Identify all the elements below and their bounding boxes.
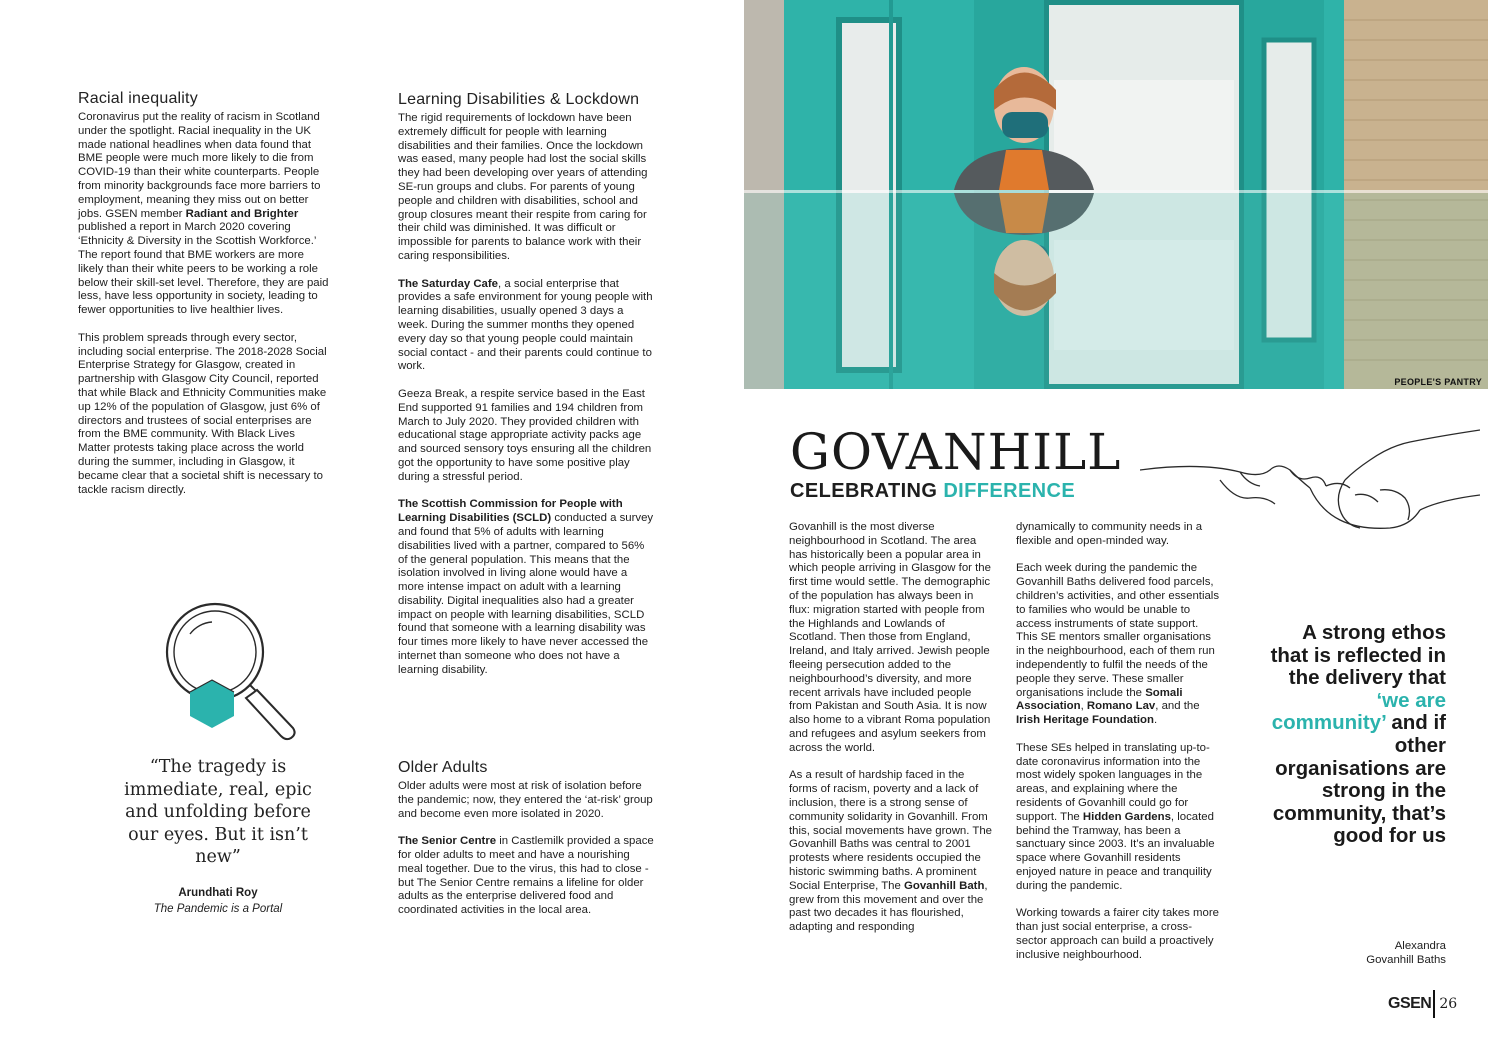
govanhill-column-2 [1016,521,1221,976]
govanhill-subtitle: CELEBRATING DIFFERENCE [790,480,1076,502]
learning-paragraph-3: Geeza Break, a respite service based in the East End supported 91 families and 194 children from March to July 2020. They provided children with educational stage appropriate activity packs age and sourced sensory toys ensuring all the children got the opportunity to have some positive play during a stressful period. [398,387,652,483]
pull-quote-attribution [1300,939,1446,967]
older-paragraph-2: The Senior Centre in Castlemilk provided a space for older adults to meet and have a nourishing meal together. Due to the virus, this had to close - but The Senior Centre remains a lifeline for older adults as the enterprise delivered food and coordinated activities in the local area. [398,835,654,917]
racial-inequality-section [78,90,330,511]
govanhill-paragraph-5: These SEs helped in translating up-to-date coronavirus information into the most widely spoken languages in the areas, and explaining where the residents of Govanhill could go for support. The Hidden Gardens, located behind the Tramway, has been a sanctuary since 2003. It’s an invaluable space where Govanhill residents enjoyed nature in peace and tranquility during the pandemic. [1016,741,1215,892]
quote-author: Arundhati Roy [178,886,258,899]
gsen-logo: GSEN [1388,995,1432,1012]
learning-paragraph-4: The Scottish Commission for People with Learning Disabilities (SCLD) conducted a survey and found that 5% of adults with learning disabilities lived with a partner, compared to 56% of the general population. This means that the isolation involved in living alone would have a more intense impact on adult with a learning disability. Digital inequalities also had a greater impact on people with learning disabilities, SCLD found that someone with a learning disability was four times more likely to have never accessed the internet than someone who does not have a learning disability. [398,498,654,676]
learning-disabilities-heading: Learning Disabilities & Lockdown [398,91,640,108]
racial-inequality-heading: Racial inequality [78,90,198,107]
pull-quote: A strong ethos that is reflected in the delivery that ‘we are community’ and if other organisations are strong in the community, that’s good for us [1270,621,1446,848]
govanhill-column-1 [789,521,994,949]
racial-inequality-paragraph-1: Coronavirus put the reality of racism in Scotland under the spotlight. Racial inequality in the UK made national headlines when data found that BME people were much more likely to die from COVID-19 than their white counterparts. People from minority backgrounds face more barriers to employment, meaning they miss out on better jobs. GSEN member Radiant and Brighter published a report in March 2020 covering ‘Ethnicity & Diversity in the Scottish Workforce.’ The report found that BME workers are more likely than their white peers to be working a role below their skill-set level. Therefore, they are paid less, have less opportunity in society, leading to fewer opportunities to live healthier lives. [78,111,329,317]
footer-divider [1433,990,1435,1018]
magnifying-glass-icon [160,600,305,750]
pull-quote-organisation: Govanhill Baths [1366,954,1446,966]
roy-quote [118,756,318,915]
storefront-illustration [744,0,1488,389]
learning-disabilities-section [398,91,656,691]
photo-caption: PEOPLE'S PANTRY [1394,377,1482,387]
peoples-pantry-photo [744,0,1488,389]
older-adults-heading: Older Adults [398,759,488,776]
govanhill-paragraph-3: dynamically to community needs in a flexible and open-minded way. [1016,521,1203,547]
learning-paragraph-2: The Saturday Cafe, a social enterprise that provides a safe environment for young people with learning disabilities, usually opened 3 days a week. During the summer months they opened every day so that young people could maintain social contact - and their parents could continue to work. [398,277,653,373]
page-number: 26 [1439,996,1458,1012]
pull-quote-author: Alexandra [1394,940,1446,952]
racial-inequality-paragraph-2: This problem spreads through every sector, including social enterprise. The 2018-2028 Social Enterprise Strategy for Glasgow, created in partnership with Glasgow City Council, reported that while Black and Ethnicity Communities make up 12% of the population of Glasgow, just 6% of directors and trustees of social enterprises are from the BME community. With Black Lives Matter protests taking place across the world during the summer, including in Glasgow, it became clear that a societal shift is necessary to tackle racism directly. [78,331,327,496]
quote-source: The Pandemic is a Portal [153,902,283,915]
govanhill-paragraph-4: Each week during the pandemic the Govanhill Baths delivered food parcels, children’s activities, and other essentials to families who would be unable to access instruments of state support. This SE mentors smaller organisations in the neighbourhood, each of them run independently to fulfil the needs of the people they serve. These smaller organisations include the Somali Association, Romano Lav, and the Irish Heritage Foundation. [1016,562,1220,727]
quote-text: “The tragedy is immediate, real, epic and unfolding before our eyes. But it isn’t new” [124,757,312,867]
page-footer [1388,990,1457,1018]
older-paragraph-1: Older adults were most at risk of isolation before the pandemic; now, they entered the ‘at-risk’ group and become even more isolated in 2020. [398,780,653,820]
govanhill-title: GOVANHILL [790,423,1122,481]
learning-paragraph-1: The rigid requirements of lockdown have been extremely difficult for people with learning disabilities and their families. Once the lockdown was eased, many people had lost the social skills they had been developing over years of attending SE-run groups and clubs. For parents of young people and children with disabilities, school and group closures meant their respite from caring for their child was diminished. It was difficult or impossible for parents to balance work with their caring responsibilities. [398,112,648,262]
govanhill-paragraph-6: Working towards a fairer city takes more than just social enterprise, a cross-sector approach can build a proactively inclusive neighbourhood. [1016,907,1219,961]
govanhill-paragraph-1: Govanhill is the most diverse neighbourhood in Scotland. The area has historically been a popular area in which people arriving in Glasgow for the first time would settle. The demographic of the population has always been in flux: migration started with people from the Highlands and Lowlands of Scotland. Then those from England, Ireland, and Italy arrived. Jewish people fleeing persecution added to the neighbourhood’s diversity, and more recent arrivals have included people from Pakistan and South Asia. It is now also home to a vibrant Roma population and refugees and asylum seekers from across the world. [789,521,991,754]
older-adults-section [398,759,656,932]
govanhill-paragraph-2: As a result of hardship faced in the forms of racism, poverty and a lack of inclusion, there is a strong sense of community solidarity in Govanhill. From this, social movements have grown. The Govanhill Baths was central to 2001 protests where residents occupied the historic swimming baths. A prominent Social Enterprise, The Govanhill Bath, grew from this movement and over the past two decades it has flourished, adapting and responding [789,769,993,934]
